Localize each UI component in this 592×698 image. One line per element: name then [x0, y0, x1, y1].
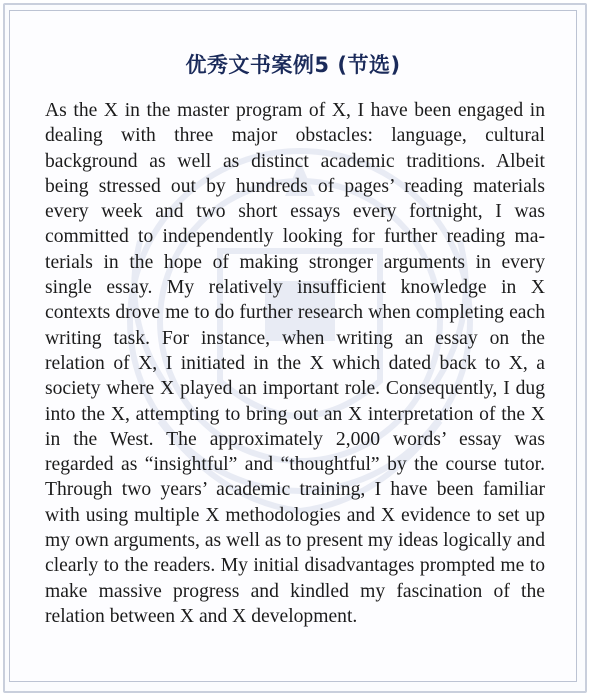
page-title: 优秀文书案例5 (节选): [185, 53, 401, 77]
document-card: [9, 10, 577, 682]
essay-paragraph: As the X in the master program of X, I have been engaged in dealing with three major obstacles: language, cultural background as well as distinct academic traditions. Albeit being stressed out by hundreds of pages’ reading materials every week and two short essays every fortnight, I was committed to independently looking for further reading materials in the hope of making stronger arguments in every single essay. My relatively insufficient knowledge in X contexts drove me to do further research when completing each writing task. For instance, when writing an essay on the relation of X, I initiated in the X which dated back to X, a society where X played an important role. Consequently, I dug into the X, attempting to bring out an X interpretation of the X in the West. The approximately 2,000 words’ essay was regarded as “insightful” and “thoughtful” by the course tutor. Through two years’ academic training, I have been familiar with using multiple X methodologies and X evidence to set up my own arguments, as well as to present my ideas logically and clearly to the readers. My initial disadvantages prompted me to make massive progress and kindled my fascination of the relation between X and X development.: [45, 100, 545, 627]
